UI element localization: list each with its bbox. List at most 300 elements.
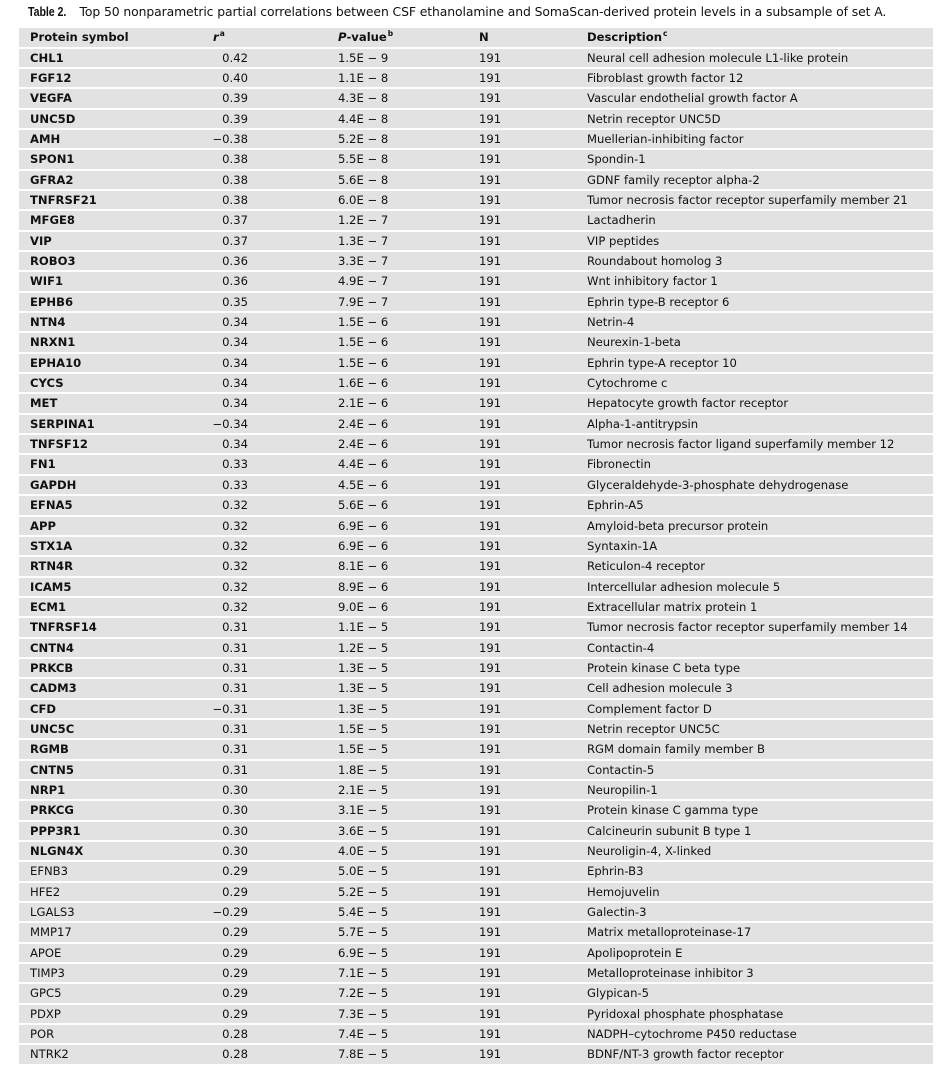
description: Apolipoprotein E (587, 945, 683, 960)
protein-symbol: APOE (30, 945, 62, 960)
table-row (19, 639, 933, 657)
protein-symbol: EPHB6 (30, 294, 74, 309)
p-value: 7.2E − 5 (338, 986, 389, 1001)
table-row (19, 211, 933, 229)
protein-symbol: CHL1 (30, 50, 64, 65)
r-value: 0.31 (222, 762, 248, 777)
description: Glypican-5 (587, 986, 650, 1001)
sample-size: 191 (479, 966, 502, 981)
header-protein-symbol: Protein symbol (30, 30, 129, 44)
description: Netrin receptor UNC5C (587, 721, 720, 736)
r-value: 0.32 (222, 538, 248, 553)
table-row (19, 537, 933, 555)
p-value: 7.8E − 5 (338, 1047, 389, 1062)
table-row (19, 1045, 933, 1063)
table-row (19, 232, 933, 250)
description: VIP peptides (587, 233, 660, 248)
protein-symbol: VIP (30, 233, 52, 248)
table-row (19, 272, 933, 290)
sample-size: 191 (479, 315, 502, 330)
r-value: 0.34 (222, 437, 248, 452)
r-value: 0.37 (222, 213, 248, 228)
p-value: 1.3E − 5 (338, 681, 389, 696)
table-row (19, 293, 933, 311)
p-value: 8.9E − 6 (338, 579, 389, 594)
table-row (19, 89, 933, 107)
table-row (19, 578, 933, 596)
protein-symbol: FGF12 (30, 70, 72, 85)
p-value: 2.1E − 6 (338, 396, 389, 411)
protein-symbol: MFGE8 (30, 213, 75, 228)
protein-symbol: CNTN5 (30, 762, 74, 777)
r-value: 0.31 (222, 721, 248, 736)
protein-symbol: VEGFA (30, 91, 72, 106)
protein-symbol: CYCS (30, 376, 64, 391)
r-value: 0.32 (222, 579, 248, 594)
protein-symbol: NRP1 (30, 782, 66, 797)
protein-symbol: RGMB (30, 742, 69, 757)
r-value: 0.38 (222, 152, 248, 167)
protein-symbol: MET (30, 396, 58, 411)
r-value: 0.30 (222, 844, 248, 858)
r-value: 0.29 (222, 884, 248, 899)
sample-size: 191 (479, 498, 502, 513)
r-value: 0.42 (222, 50, 248, 65)
table-row (19, 191, 933, 209)
table-row (19, 862, 933, 880)
description: Cytochrome c (587, 376, 668, 391)
r-value: 0.37 (222, 233, 248, 248)
r-value: −0.31 (212, 701, 248, 716)
r-value: −0.29 (212, 905, 248, 920)
protein-symbol: NRXN1 (30, 335, 76, 350)
sample-size: 191 (479, 416, 502, 431)
protein-symbol: NLGN4X (30, 844, 84, 858)
table-row (19, 49, 933, 67)
r-value: 0.29 (222, 864, 248, 879)
p-value: 4.5E − 6 (338, 477, 389, 492)
sample-size: 191 (479, 152, 502, 167)
r-value: 0.32 (222, 498, 248, 513)
description: Neural cell adhesion molecule L1-like protein (587, 50, 849, 65)
p-value: 5.6E − 8 (338, 172, 389, 187)
r-value: 0.36 (222, 274, 248, 289)
table-row (19, 476, 933, 494)
r-value: 0.33 (222, 457, 248, 472)
p-value: 5.2E − 5 (338, 884, 389, 899)
table-row (19, 415, 933, 433)
description: Calcineurin subunit B type 1 (587, 823, 752, 838)
r-value: 0.31 (222, 660, 248, 675)
protein-symbol: APP (30, 518, 56, 533)
r-value: 0.29 (222, 945, 248, 960)
description: Tumor necrosis factor ligand superfamily member 12 (587, 437, 895, 452)
sample-size: 191 (479, 762, 502, 777)
sample-size: 191 (479, 70, 502, 85)
table-row (19, 69, 933, 87)
table-row (19, 944, 933, 962)
description: RGM domain family member B (587, 742, 765, 757)
r-value: 0.39 (222, 111, 248, 126)
description: Reticulon-4 receptor (587, 559, 705, 574)
description: GDNF family receptor alpha-2 (587, 172, 760, 187)
description: Ephrin-B3 (587, 864, 644, 879)
sample-size: 191 (479, 640, 502, 655)
protein-symbol: WIF1 (30, 274, 64, 289)
protein-symbol: PRKCG (30, 803, 74, 818)
description: Pyridoxal phosphate phosphatase (587, 1006, 784, 1021)
table-row (19, 679, 933, 697)
description: Galectin-3 (587, 905, 647, 920)
protein-symbol: NTRK2 (30, 1047, 69, 1062)
table-row (19, 1025, 933, 1043)
sample-size: 191 (479, 213, 502, 228)
p-value: 1.2E − 7 (338, 213, 389, 228)
sample-size: 191 (479, 376, 502, 391)
r-value: 0.28 (222, 1027, 248, 1042)
description: Tumor necrosis factor receptor superfamily member 14 (587, 620, 908, 635)
sample-size: 191 (479, 1006, 502, 1021)
description: Complement factor D (587, 701, 712, 716)
protein-symbol: TNFRSF21 (30, 193, 97, 207)
description: Hemojuvelin (587, 884, 660, 899)
table-row (19, 171, 933, 189)
r-value: 0.36 (222, 254, 248, 269)
header-description: Description$^c$ (587, 29, 668, 44)
r-value: 0.34 (222, 396, 248, 411)
protein-symbol: FN1 (30, 457, 56, 472)
table-row (19, 435, 933, 453)
description: Fibroblast growth factor 12 (587, 70, 744, 85)
p-value: 9.0E − 6 (338, 599, 389, 614)
protein-symbol: POR (30, 1027, 55, 1042)
r-value: 0.34 (222, 376, 248, 391)
header-r: $r^a$ (213, 29, 225, 44)
r-value: 0.30 (222, 823, 248, 838)
sample-size: 191 (479, 660, 502, 675)
sample-size: 191 (479, 233, 502, 248)
sample-size: 191 (479, 111, 502, 126)
protein-symbol: EFNA5 (30, 498, 73, 513)
r-value: 0.38 (222, 172, 248, 187)
sample-size: 191 (479, 538, 502, 553)
protein-symbol: EFNB3 (30, 864, 68, 879)
description: Contactin-5 (587, 762, 655, 777)
r-value: 0.30 (222, 782, 248, 797)
sample-size: 191 (479, 905, 502, 920)
sample-size: 191 (479, 884, 502, 899)
description: Lactadherin (587, 213, 656, 228)
r-value: 0.31 (222, 620, 248, 635)
description: Spondin-1 (587, 152, 646, 167)
header-p-value: P-value$^b$ (338, 29, 394, 44)
description: Protein kinase C gamma type (587, 803, 759, 818)
p-value: 1.5E − 9 (338, 50, 389, 65)
p-value: 1.5E − 5 (338, 742, 389, 757)
description: Tumor necrosis factor receptor superfamily member 21 (587, 193, 908, 207)
description: Protein kinase C beta type (587, 660, 741, 675)
protein-symbol: CFD (30, 701, 57, 716)
p-value: 1.6E − 6 (338, 376, 389, 391)
sample-size: 191 (479, 681, 502, 696)
p-value: 1.3E − 5 (338, 701, 389, 716)
protein-symbol: GPC5 (30, 986, 62, 1001)
table-row (19, 923, 933, 941)
p-value: 1.5E − 6 (338, 335, 389, 350)
description: Neurexin-1-beta (587, 335, 681, 350)
description: BDNF/NT-3 growth factor receptor (587, 1047, 784, 1062)
sample-size: 191 (479, 1047, 502, 1062)
sample-size: 191 (479, 803, 502, 818)
r-value: 0.32 (222, 518, 248, 533)
sample-size: 191 (479, 742, 502, 757)
p-value: 8.1E − 6 (338, 559, 389, 574)
description: Amyloid-beta precursor protein (587, 518, 769, 533)
sample-size: 191 (479, 620, 502, 635)
sample-size: 191 (479, 91, 502, 106)
protein-symbol: SPON1 (30, 152, 75, 167)
p-value: 2.1E − 5 (338, 782, 389, 797)
protein-symbol: TIMP3 (30, 966, 65, 981)
sample-size: 191 (479, 50, 502, 65)
table-row (19, 842, 933, 860)
table-caption (28, 4, 886, 19)
table-row (19, 150, 933, 168)
table-row (19, 130, 933, 148)
table-row (19, 110, 933, 128)
description: Hepatocyte growth factor receptor (587, 396, 789, 411)
description: Ephrin type-B receptor 6 (587, 294, 730, 309)
p-value: 5.5E − 8 (338, 152, 389, 167)
table-row (19, 740, 933, 758)
sample-size: 191 (479, 599, 502, 614)
r-value: 0.31 (222, 681, 248, 696)
sample-size: 191 (479, 396, 502, 411)
table-row (19, 557, 933, 575)
protein-symbol: NTN4 (30, 315, 66, 330)
sample-size: 191 (479, 477, 502, 492)
r-value: 0.30 (222, 803, 248, 818)
p-value: 6.0E − 8 (338, 193, 389, 207)
r-value: 0.32 (222, 559, 248, 574)
table-row (19, 822, 933, 840)
description: Neuropilin-1 (587, 782, 658, 797)
table-row (19, 394, 933, 412)
p-value: 3.6E − 5 (338, 823, 389, 838)
table-row (19, 761, 933, 779)
description: NADPH–cytochrome P450 reductase (587, 1027, 797, 1042)
r-value: −0.38 (212, 131, 248, 146)
r-value: 0.35 (222, 294, 248, 309)
sample-size: 191 (479, 254, 502, 269)
p-value: 2.4E − 6 (338, 437, 389, 452)
protein-symbol: CNTN4 (30, 640, 74, 655)
protein-symbol: PRKCB (30, 660, 74, 675)
p-value: 7.3E − 5 (338, 1006, 389, 1021)
correlation-table (19, 28, 933, 1066)
protein-symbol: ICAM5 (30, 579, 72, 594)
table-row (19, 903, 933, 921)
r-value: 0.32 (222, 599, 248, 614)
sample-size: 191 (479, 518, 502, 533)
table-row (19, 781, 933, 799)
protein-symbol: GAPDH (30, 477, 77, 492)
protein-symbol: ECM1 (30, 599, 67, 614)
p-value: 3.1E − 5 (338, 803, 389, 818)
p-value: 7.9E − 7 (338, 294, 389, 309)
header-n: N (479, 30, 489, 44)
protein-symbol: RTN4R (30, 559, 74, 574)
p-value: 4.9E − 7 (338, 274, 389, 289)
p-value: 4.4E − 6 (338, 457, 389, 472)
r-value: 0.38 (222, 193, 248, 207)
sample-size: 191 (479, 355, 502, 370)
protein-symbol: PDXP (30, 1006, 61, 1021)
r-value: 0.29 (222, 966, 248, 981)
sample-size: 191 (479, 864, 502, 879)
p-value: 5.7E − 5 (338, 925, 389, 940)
p-value: 3.3E − 7 (338, 254, 389, 269)
table-row (19, 700, 933, 718)
p-value: 2.4E − 6 (338, 416, 389, 431)
table-row (19, 1005, 933, 1023)
p-value: 5.6E − 6 (338, 498, 389, 513)
sample-size: 191 (479, 986, 502, 1001)
p-value: 4.4E − 8 (338, 111, 389, 126)
description: Matrix metalloproteinase-17 (587, 925, 752, 940)
r-value: 0.33 (222, 477, 248, 492)
table-row (19, 964, 933, 982)
sample-size: 191 (479, 782, 502, 797)
description: Netrin-4 (587, 315, 635, 330)
sample-size: 191 (479, 335, 502, 350)
table-row (19, 659, 933, 677)
protein-symbol: TNFSF12 (30, 437, 88, 452)
table-row (19, 618, 933, 636)
sample-size: 191 (479, 172, 502, 187)
protein-symbol: EPHA10 (30, 355, 82, 370)
p-value: 4.3E − 8 (338, 91, 389, 106)
sample-size: 191 (479, 823, 502, 838)
table-row (19, 720, 933, 738)
p-value: 1.5E − 5 (338, 721, 389, 736)
sample-size: 191 (479, 131, 502, 146)
r-value: 0.34 (222, 315, 248, 330)
table-row (19, 496, 933, 514)
p-value: 5.0E − 5 (338, 864, 389, 879)
r-value: 0.34 (222, 355, 248, 370)
description: Contactin-4 (587, 640, 655, 655)
protein-symbol: GFRA2 (30, 172, 74, 187)
protein-symbol: TNFRSF14 (30, 620, 97, 635)
sample-size: 191 (479, 294, 502, 309)
protein-symbol: HFE2 (30, 884, 61, 899)
protein-symbol: LGALS3 (30, 905, 75, 920)
description: Glyceraldehyde-3-phosphate dehydrogenase (587, 477, 849, 492)
p-value: 4.0E − 5 (338, 844, 389, 858)
description: Muellerian-inhibiting factor (587, 131, 744, 146)
p-value: 5.2E − 8 (338, 131, 389, 146)
r-value: 0.29 (222, 1006, 248, 1021)
sample-size: 191 (479, 945, 502, 960)
protein-symbol: MMP17 (30, 925, 72, 940)
r-value: 0.29 (222, 986, 248, 1001)
table-row (19, 517, 933, 535)
table-row (19, 598, 933, 616)
p-value: 1.3E − 5 (338, 660, 389, 675)
r-value: 0.31 (222, 742, 248, 757)
p-value: 1.8E − 5 (338, 762, 389, 777)
p-value: 6.9E − 6 (338, 538, 389, 553)
table-row (19, 374, 933, 392)
description: Intercellular adhesion molecule 5 (587, 579, 781, 594)
sample-size: 191 (479, 925, 502, 940)
r-value: 0.39 (222, 91, 248, 106)
sample-size: 191 (479, 844, 502, 858)
sample-size: 191 (479, 721, 502, 736)
sample-size: 191 (479, 457, 502, 472)
table-label: Table 2. (28, 4, 67, 19)
r-value: 0.29 (222, 925, 248, 940)
p-value: 1.3E − 7 (338, 233, 389, 248)
sample-size: 191 (479, 579, 502, 594)
description: Extracellular matrix protein 1 (587, 599, 758, 614)
p-value: 1.5E − 6 (338, 315, 389, 330)
p-value: 1.2E − 5 (338, 640, 389, 655)
protein-symbol: UNC5D (30, 111, 76, 126)
sample-size: 191 (479, 274, 502, 289)
description: Ephrin type-A receptor 10 (587, 355, 737, 370)
protein-symbol: SERPINA1 (30, 416, 95, 431)
description: Vascular endothelial growth factor A (587, 91, 798, 106)
description: Wnt inhibitory factor 1 (587, 274, 718, 289)
description: Neuroligin-4, X-linked (587, 844, 712, 858)
p-value: 1.1E − 8 (338, 70, 389, 85)
table-title: Top 50 nonparametric partial correlations between CSF ethanolamine and SomaScan-derived protein levels in a subsample of set A. (79, 4, 887, 19)
p-value: 6.9E − 6 (338, 518, 389, 533)
description: Metalloproteinase inhibitor 3 (587, 966, 754, 981)
sample-size: 191 (479, 437, 502, 452)
table-body (19, 49, 933, 1064)
r-value: −0.34 (212, 416, 248, 431)
table-row (19, 333, 933, 351)
r-value: 0.28 (222, 1047, 248, 1062)
r-value: 0.31 (222, 640, 248, 655)
table-row (19, 354, 933, 372)
description: Syntaxin-1A (587, 538, 658, 553)
description: Ephrin-A5 (587, 498, 644, 513)
p-value: 1.5E − 6 (338, 355, 389, 370)
r-value: 0.34 (222, 335, 248, 350)
sample-size: 191 (479, 701, 502, 716)
protein-symbol: UNC5C (30, 721, 75, 736)
table-header-row (19, 28, 933, 47)
description: Fibronectin (587, 457, 651, 472)
protein-symbol: CADM3 (30, 681, 77, 696)
table-row (19, 984, 933, 1002)
p-value: 1.1E − 5 (338, 620, 389, 635)
table-row (19, 313, 933, 331)
protein-symbol: STX1A (30, 538, 73, 553)
description: Roundabout homolog 3 (587, 254, 723, 269)
description: Netrin receptor UNC5D (587, 111, 721, 126)
p-value: 6.9E − 5 (338, 945, 389, 960)
sample-size: 191 (479, 193, 502, 207)
table-row (19, 252, 933, 270)
p-value: 7.4E − 5 (338, 1027, 389, 1042)
protein-symbol: ROBO3 (30, 254, 76, 269)
description: Cell adhesion molecule 3 (587, 681, 733, 696)
